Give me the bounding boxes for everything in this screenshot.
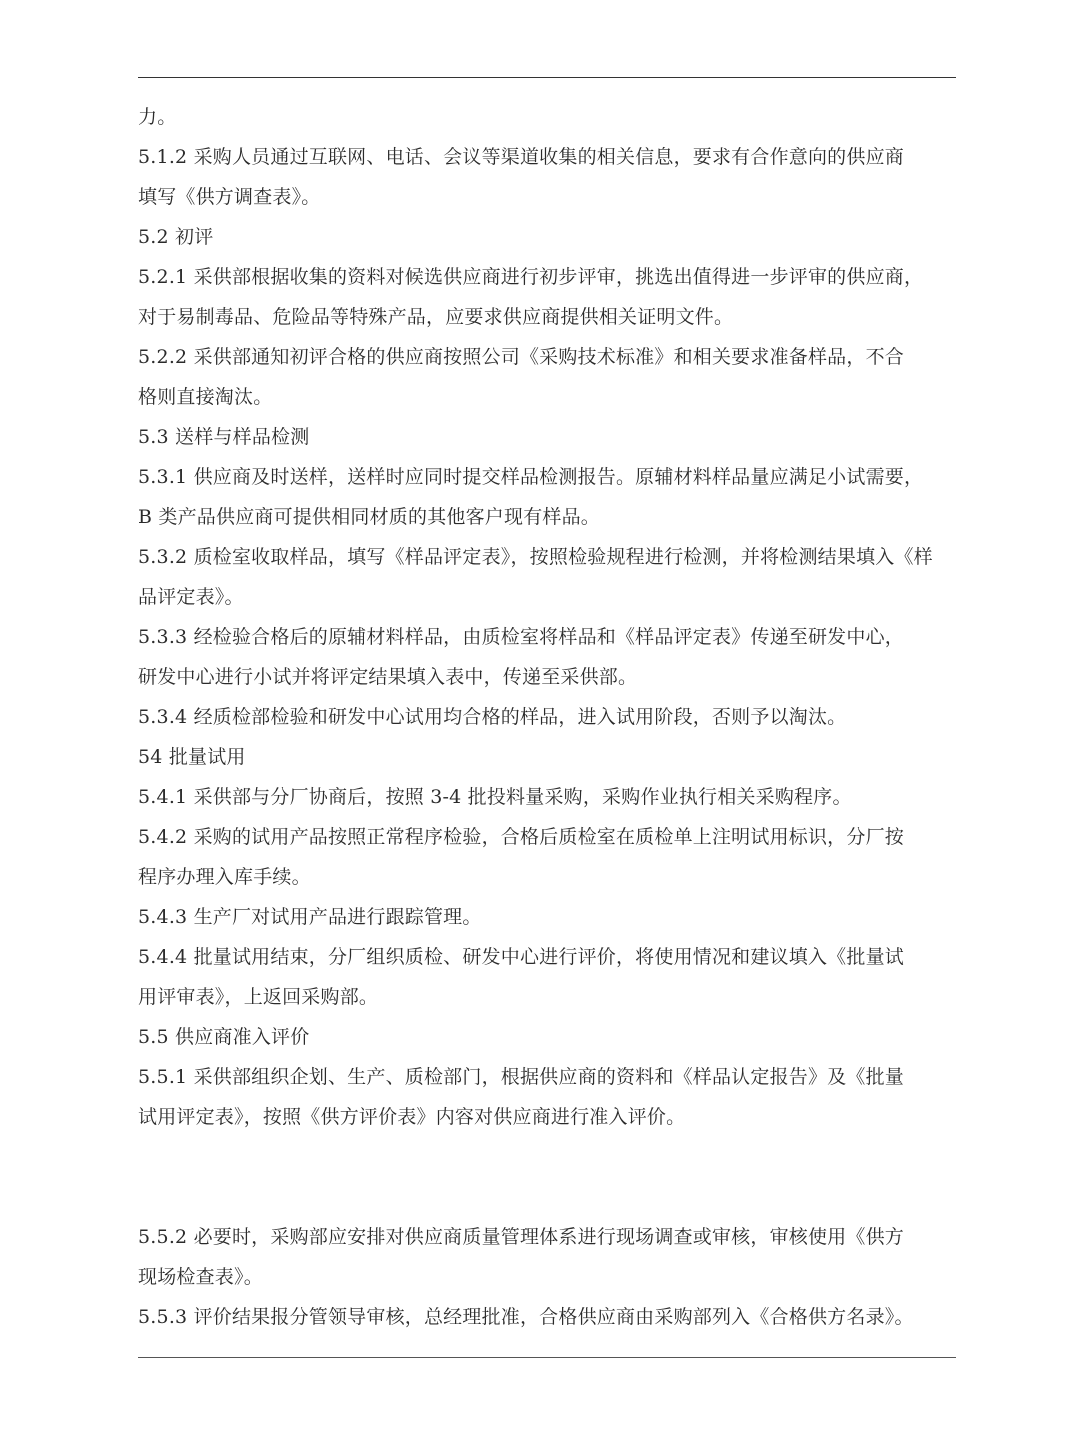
text-line: 试用评定表》，按照《供方评价表》内容对供应商进行准入评价。 bbox=[138, 1106, 686, 1128]
text-line: 5.4.3 生产厂对试用产品进行跟踪管理。 bbox=[138, 906, 482, 928]
text-line: 程序办理入库手续。 bbox=[138, 866, 311, 888]
text-line: 现场检查表》。 bbox=[138, 1266, 263, 1288]
text-line: 5.5.1 采供部组织企划、生产、质检部门，根据供应商的资料和《样品认定报告》及《批量 bbox=[138, 1066, 904, 1088]
section-heading: 5.5 供应商准入评价 bbox=[138, 1026, 310, 1048]
header-rule bbox=[138, 77, 956, 78]
text-line: 填写《供方调查表》。 bbox=[138, 186, 321, 208]
text-line: 5.4.4 批量试用结束，分厂组织质检、研发中心进行评价，将使用情况和建议填入《批量试 bbox=[138, 946, 904, 968]
text-line: 5.3.2 质检室收取样品，填写《样品评定表》，按照检验规程进行检测，并将检测结果填入《样 bbox=[138, 546, 933, 568]
text-line: 5.3.4 经质检部检验和研发中心试用均合格的样品，进入试用阶段，否则予以淘汰。 bbox=[138, 706, 847, 728]
text-line: 5.2.1 采供部根据收集的资料对候选供应商进行初步评审，挑选出值得进一步评审的供应商， bbox=[138, 266, 924, 288]
text-line: 5.2.2 采供部通知初评合格的供应商按照公司《采购技术标准》和相关要求准备样品，不合 bbox=[138, 346, 904, 368]
section-heading: 54 批量试用 bbox=[138, 746, 246, 768]
text-line: 品评定表》。 bbox=[138, 586, 244, 608]
text-line: 研发中心进行小试并将评定结果填入表中，传递至采供部。 bbox=[138, 666, 638, 688]
text-line: 力。 bbox=[138, 106, 177, 128]
text-line: 5.4.2 采购的试用产品按照正常程序检验，合格后质检室在质检单上注明试用标识，分厂按 bbox=[138, 826, 904, 848]
text-line: 5.3.3 经检验合格后的原辅材料样品，由质检室将样品和《样品评定表》传递至研发中心， bbox=[138, 626, 904, 648]
text-line: 5.4.1 采供部与分厂协商后，按照 3-4 批投料量采购，采购作业执行相关采购程序。 bbox=[138, 786, 852, 808]
text-line: 格则直接淘汰。 bbox=[138, 386, 273, 408]
text-line: 对于易制毒品、危险品等特殊产品，应要求供应商提供相关证明文件。 bbox=[138, 306, 734, 328]
section-heading: 5.3 送样与样品检测 bbox=[138, 426, 310, 448]
text-line: 5.5.2 必要时，采购部应安排对供应商质量管理体系进行现场调查或审核，审核使用《供方 bbox=[138, 1226, 904, 1248]
text-line: 用评审表》，上返回采购部。 bbox=[138, 986, 379, 1008]
text-line: 5.5.3 评价结果报分管领导审核，总经理批准，合格供应商由采购部列入《合格供方名录》。 bbox=[138, 1306, 914, 1328]
text-line: 5.3.1 供应商及时送样，送样时应同时提交样品检测报告。原辅材料样品量应满足小试需要， bbox=[138, 466, 924, 488]
text-line: 5.1.2 采购人员通过互联网、电话、会议等渠道收集的相关信息，要求有合作意向的供应商 bbox=[138, 146, 904, 168]
section-heading: 5.2 初评 bbox=[138, 226, 214, 248]
text-line: B 类产品供应商可提供相同材质的其他客户现有样品。 bbox=[138, 506, 601, 528]
footer-rule bbox=[138, 1357, 956, 1358]
